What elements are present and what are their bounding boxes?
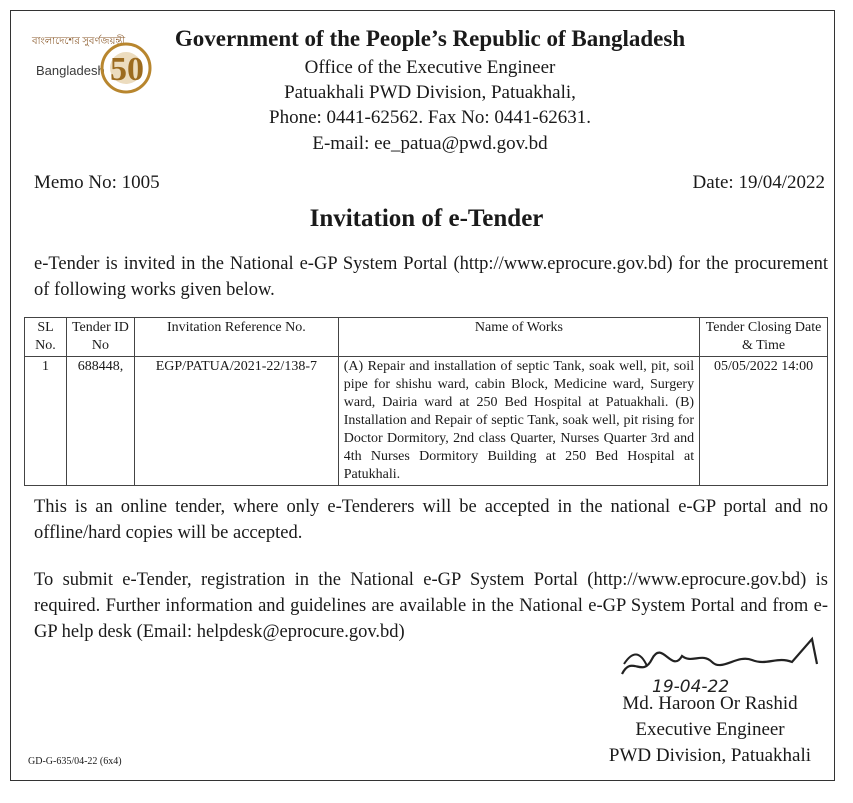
header-tender-id: Tender ID No	[66, 318, 134, 357]
signatory-name: Md. Haroon Or Rashid	[622, 693, 798, 714]
logo-country-text: Bangladesh	[36, 63, 105, 78]
signatory-designation: Executive Engineer	[635, 719, 785, 740]
memo-date: Date: 19/04/2022	[692, 172, 825, 193]
memo-number: Memo No: 1005	[34, 172, 160, 193]
header-closing: Tender Closing Date & Time	[700, 318, 828, 357]
cell-sl: 1	[25, 357, 67, 486]
table-row	[25, 357, 828, 486]
submit-note-paragraph: To submit e-Tender, registration in the National e-GP System Portal (http://www.eprocure.gov.bd) is required. Further information and guidelines are available in the National e-GP System Portal and from e-GP help desk (Email: helpdesk@eprocure.gov.bd)	[34, 570, 828, 642]
office-line: Office of the Executive Engineer	[304, 57, 556, 78]
logo-number: 50	[110, 51, 144, 88]
signature-scrawl	[612, 634, 832, 694]
signature-date-scrawl: 19-04-22	[652, 677, 730, 694]
signatory-office: PWD Division, Patuakhali	[608, 745, 812, 766]
phone-fax-line: Phone: 0441-62562. Fax No: 0441-62631.	[269, 107, 591, 128]
footnote-code: GD-G-635/04-22 (6x4)	[28, 756, 122, 767]
tender-table	[24, 317, 828, 486]
header-works: Name of Works	[338, 318, 699, 357]
page-title: Invitation of e-Tender	[309, 205, 544, 232]
header-reference: Invitation Reference No.	[134, 318, 338, 357]
header-sl: SL No.	[25, 318, 67, 357]
cell-reference: EGP/PATUA/2021-22/138-7	[134, 357, 338, 486]
email-line: E-mail: ee_patua@pwd.gov.bd	[312, 133, 548, 154]
cell-tender-id: 688448,	[66, 357, 134, 486]
cell-works: (A) Repair and installation of septic Tank, soak well, pit, soil pipe for shishu ward, cabin Block, Medicine ward, Surgery ward, Dairia ward at 250 Bed Hospital at Patuakhali. (B) Installation and Repair of septic Tank, soak well, pit rising for Doctor Dormitory, 2nd class Quarter, Nurses Quarter 3rd and 4th Nurses Dormitory Building at 250 Bed Hospital at Patukhali.	[338, 357, 699, 486]
golden-jubilee-logo	[30, 30, 150, 100]
online-note-paragraph: This is an online tender, where only e-Tenderers will be accepted in the national e-GP portal and no offline/hard copies will be accepted.	[34, 497, 828, 543]
cell-closing: 05/05/2022 14:00	[700, 357, 828, 486]
government-heading: Government of the People’s Republic of Bangladesh	[174, 26, 686, 51]
logo-bangla-text: বাংলাদেশের সুবর্ণজয়ন্তী	[32, 36, 126, 47]
table-header-row	[25, 318, 828, 357]
intro-paragraph: e-Tender is invited in the National e-GP System Portal (http://www.eprocure.gov.bd) for the procurement of following works given below.	[34, 254, 828, 300]
division-line: Patuakhali PWD Division, Patuakhali,	[284, 82, 576, 103]
